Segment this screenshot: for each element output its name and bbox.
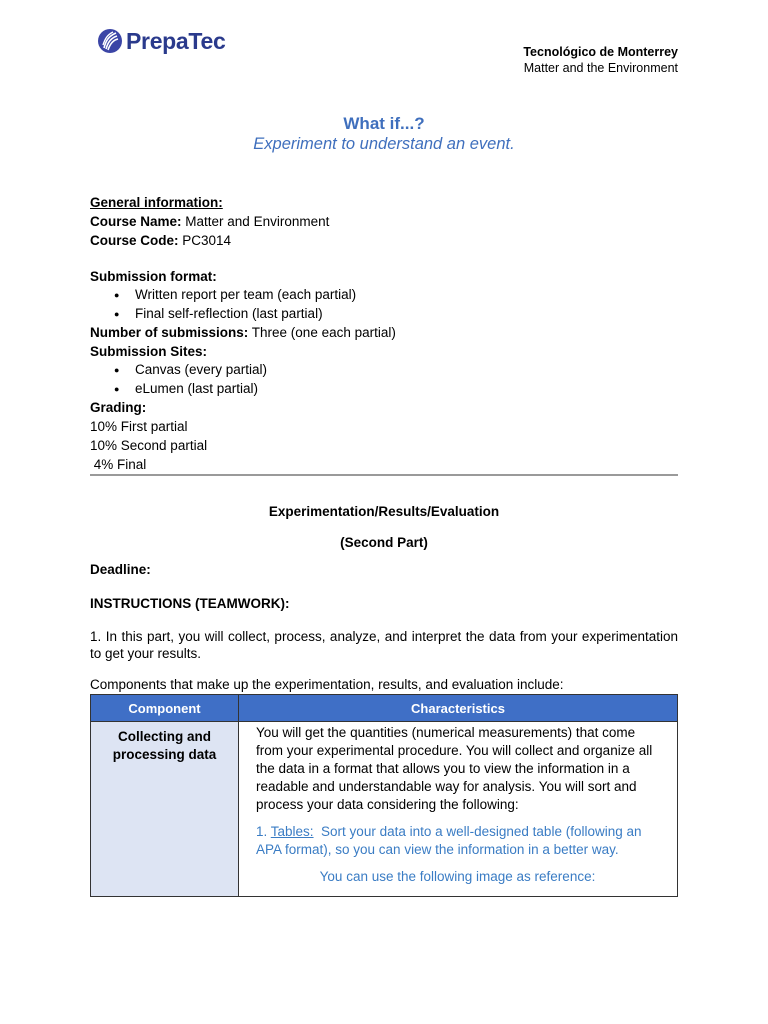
submission-sites-label: Submission Sites: xyxy=(90,344,208,359)
general-information xyxy=(90,193,690,474)
num-submissions-line xyxy=(90,323,690,342)
component-cell: Collecting and processing data xyxy=(91,722,239,897)
table-row xyxy=(91,722,678,897)
grading-item: 4% Final xyxy=(90,457,147,472)
course-code-value: PC3014 xyxy=(178,233,232,248)
grading-label: Grading: xyxy=(90,400,147,415)
course-name-line xyxy=(90,212,690,231)
section-part: (Second Part) xyxy=(340,535,428,550)
divider xyxy=(90,474,678,476)
course-name-value: Matter and Environment xyxy=(181,214,330,229)
components-intro: Components that make up the experimentation, results, and evaluation include: xyxy=(90,677,564,692)
list-item: ● Final self-reflection (last partial) xyxy=(135,305,690,324)
prepatec-logo xyxy=(97,26,225,56)
submission-format-label: Submission format: xyxy=(90,269,217,284)
table-header-characteristics: Characteristics xyxy=(239,695,678,722)
instructions-heading: INSTRUCTIONS (TEAMWORK): xyxy=(90,596,290,611)
tables-item xyxy=(256,823,659,859)
reference-text: You can use the following image as reference: xyxy=(319,869,596,884)
grading-item: 10% First partial xyxy=(90,419,188,434)
course-code-label: Course Code: xyxy=(90,233,179,248)
header-right xyxy=(523,44,678,76)
characteristics-cell xyxy=(239,722,678,897)
institution-name: Tecnológico de Monterrey xyxy=(523,45,678,59)
submission-sites-list xyxy=(90,361,690,398)
page-title: What if...? xyxy=(343,114,425,133)
tables-link[interactable]: Tables: xyxy=(270,824,314,839)
submission-format-list xyxy=(90,286,690,323)
course-code-line xyxy=(90,231,690,250)
course-subtitle: Matter and the Environment xyxy=(523,61,678,75)
prepatec-logo-icon xyxy=(97,28,123,54)
deadline-label: Deadline: xyxy=(90,562,151,577)
grading-item: 10% Second partial xyxy=(90,438,208,453)
table-header-component: Component xyxy=(91,695,239,722)
num-submissions-value: Three (one each partial) xyxy=(248,325,396,340)
instruction-paragraph: 1. In this part, you will collect, process, analyze, and interpret the data from your experimentation to get your results. xyxy=(90,629,678,661)
general-heading: General information: xyxy=(90,195,223,210)
tables-item-text: Sort your data into a well-designed table (following an APA format), so you can view the information in a better way. xyxy=(256,824,645,857)
table-header-row xyxy=(91,695,678,722)
course-name-label: Course Name: xyxy=(90,214,182,229)
logo-text: PrepaTec xyxy=(126,27,226,54)
page-subtitle: Experiment to understand an event. xyxy=(253,135,515,153)
list-item: ● Canvas (every partial) xyxy=(135,361,690,380)
tables-item-number: 1. xyxy=(256,824,271,839)
num-submissions-label: Number of submissions: xyxy=(90,325,249,340)
list-item: ● eLumen (last partial) xyxy=(135,380,690,399)
list-item: ● Written report per team (each partial) xyxy=(135,286,690,305)
section-title: Experimentation/Results/Evaluation xyxy=(268,504,500,519)
components-table xyxy=(90,694,678,897)
characteristics-text: You will get the quantities (numerical measurements) that come from your experimental procedure. You will collect and organize all the data in a format that allows you to view the information in a readable and understandable way for analysis. You will sort and process your data considering the following: xyxy=(256,725,653,812)
